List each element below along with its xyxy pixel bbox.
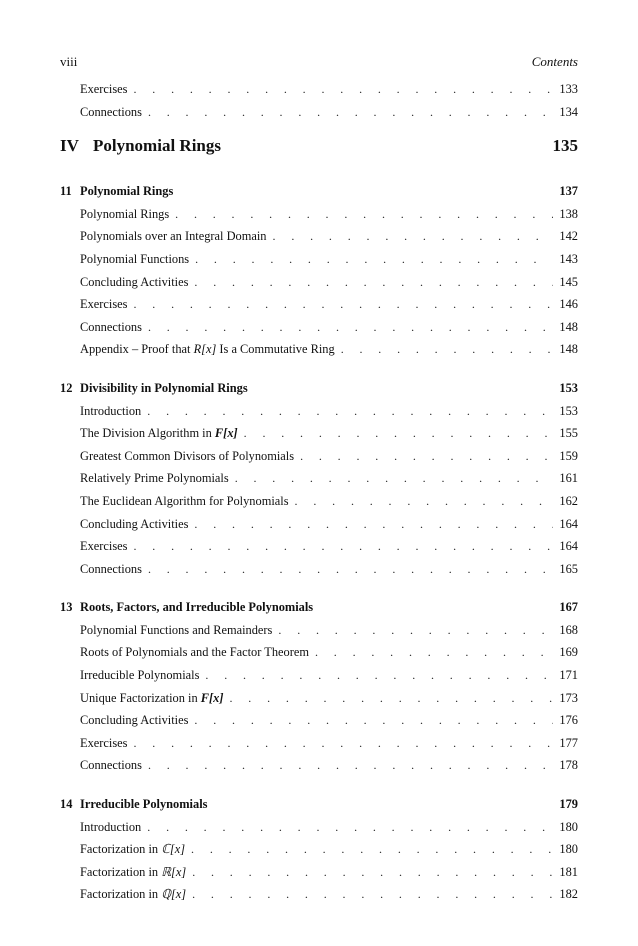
entry-page: 161	[559, 471, 578, 486]
entry-page: 181	[559, 864, 578, 879]
chapter-title: Polynomial Rings	[80, 184, 174, 199]
chapter-heading[interactable]	[60, 180, 578, 203]
chapter-page: 167	[559, 600, 578, 615]
entry-label: Polynomial Functions and Remainders	[80, 622, 273, 637]
toc-entry[interactable]	[60, 883, 578, 906]
entry-label: Connections	[80, 104, 142, 119]
toc-entry[interactable]	[60, 709, 578, 732]
entry-page: 145	[559, 274, 578, 289]
dot-leader	[148, 754, 553, 777]
label-text: Appendix – Proof that	[80, 342, 194, 357]
entry-label	[80, 861, 192, 884]
dot-leader	[341, 338, 554, 361]
toc-entry[interactable]	[60, 754, 578, 777]
dot-leader	[133, 732, 553, 755]
chapter-title: Roots, Factors, and Irreducible Polynomials	[80, 600, 314, 615]
dot-leader	[205, 664, 553, 687]
entry-page: 164	[559, 516, 578, 531]
label-text: Factorization in	[80, 864, 162, 879]
toc-entry[interactable]	[60, 78, 578, 101]
dot-leader	[191, 838, 553, 861]
toc-entry[interactable]	[60, 838, 578, 861]
toc-entry[interactable]	[60, 271, 578, 294]
entry-label: Irreducible Polynomials	[80, 668, 200, 683]
toc-entry[interactable]	[60, 316, 578, 339]
entry-label: Concluding Activities	[80, 274, 189, 289]
toc-entry[interactable]	[60, 400, 578, 423]
entry-page: 146	[559, 297, 578, 312]
toc-entry[interactable]	[60, 293, 578, 316]
dot-leader	[195, 248, 553, 271]
entry-label: The Euclidean Algorithm for Polynomials	[80, 493, 289, 508]
toc-entry[interactable]	[60, 687, 578, 710]
entry-page: 159	[559, 448, 578, 463]
math-expression: F[x]	[200, 690, 224, 705]
dot-leader	[148, 558, 553, 581]
toc-entry[interactable]	[60, 445, 578, 468]
toc-entry[interactable]	[60, 422, 578, 445]
entry-page: 176	[559, 713, 578, 728]
dot-leader	[175, 203, 553, 226]
dot-leader	[148, 101, 553, 124]
entry-page: 162	[559, 493, 578, 508]
dot-leader	[273, 225, 554, 248]
toc-entry[interactable]	[60, 641, 578, 664]
chapter-heading[interactable]	[60, 377, 578, 400]
entry-page: 182	[559, 887, 578, 902]
page-header	[60, 52, 578, 72]
label-text: Factorization in	[80, 842, 162, 857]
dot-leader	[244, 422, 554, 445]
entry-page: 138	[559, 206, 578, 221]
entry-label	[80, 338, 341, 361]
toc-entry[interactable]	[60, 203, 578, 226]
entry-label: Connections	[80, 758, 142, 773]
toc-entry[interactable]	[60, 732, 578, 755]
chapter-heading[interactable]	[60, 793, 578, 816]
dot-leader	[235, 467, 554, 490]
chapter-number: 12	[60, 380, 73, 395]
dot-leader	[194, 513, 553, 536]
entry-page: 168	[559, 622, 578, 637]
dot-leader	[315, 641, 553, 664]
dot-leader	[194, 709, 553, 732]
entry-page: 180	[559, 842, 578, 857]
chapter-page: 179	[559, 797, 578, 812]
dot-leader	[133, 535, 553, 558]
chapter-number: 14	[60, 797, 73, 812]
dot-leader	[133, 78, 553, 101]
entry-label: Concluding Activities	[80, 713, 189, 728]
label-text: Unique Factorization in	[80, 690, 201, 705]
label-text: Is a Commutative Ring	[216, 342, 335, 357]
running-title: Contents	[531, 54, 578, 69]
entry-label: Connections	[80, 319, 142, 334]
part-heading[interactable]	[60, 136, 578, 164]
dot-leader	[300, 445, 553, 468]
toc-entry[interactable]	[60, 490, 578, 513]
entry-page: 142	[559, 229, 578, 244]
entry-label	[80, 883, 192, 906]
part-title: Polynomial Rings	[93, 136, 221, 156]
math-expression: ℚ[x]	[161, 887, 187, 902]
entry-label: Exercises	[80, 735, 128, 750]
entry-label	[80, 838, 191, 861]
entry-label: Exercises	[80, 539, 128, 554]
chapter-page: 137	[559, 184, 578, 199]
toc-entry[interactable]	[60, 558, 578, 581]
entry-page: 171	[559, 668, 578, 683]
table-of-contents	[60, 78, 578, 906]
entry-page: 153	[559, 403, 578, 418]
entry-page: 180	[559, 819, 578, 834]
page-number: viii	[60, 54, 78, 69]
entry-page: 148	[559, 342, 578, 357]
entry-label: Connections	[80, 561, 142, 576]
entry-label: Introduction	[80, 403, 142, 418]
entry-label: Exercises	[80, 82, 128, 96]
toc-entry[interactable]	[60, 861, 578, 884]
entry-page: 148	[559, 319, 578, 334]
toc-entry[interactable]	[60, 513, 578, 536]
dot-leader	[147, 400, 553, 423]
toc-entry[interactable]	[60, 338, 578, 361]
entry-page: 155	[559, 426, 578, 441]
chapter-title: Irreducible Polynomials	[80, 797, 208, 812]
toc-entry[interactable]	[60, 535, 578, 558]
toc-entry[interactable]	[60, 248, 578, 271]
entry-page: 165	[559, 561, 578, 576]
chapter-title: Divisibility in Polynomial Rings	[80, 380, 248, 395]
entry-label: Polynomial Functions	[80, 251, 190, 266]
entry-label: Polynomials over an Integral Domain	[80, 229, 267, 244]
entry-label: Introduction	[80, 819, 142, 834]
entry-label: Polynomial Rings	[80, 206, 170, 221]
math-expression: ℝ[x]	[161, 864, 187, 879]
entry-label	[80, 422, 244, 445]
entry-label: Roots of Polynomials and the Factor Theorem	[80, 645, 309, 660]
entry-label	[80, 687, 230, 710]
entry-page: 173	[559, 690, 578, 705]
dot-leader	[192, 861, 553, 884]
dot-leader	[278, 619, 553, 642]
dot-leader	[133, 293, 553, 316]
chapter-number: 13	[60, 600, 73, 615]
math-expression: ℂ[x]	[161, 842, 186, 857]
dot-leader	[148, 316, 553, 339]
entry-label: Relatively Prime Polynomials	[80, 471, 229, 486]
toc-entry[interactable]	[60, 467, 578, 490]
label-text: The Division Algorithm in	[80, 426, 215, 441]
label-text: Factorization in	[80, 887, 162, 902]
dot-leader	[194, 271, 553, 294]
part-page: 135	[552, 136, 578, 156]
toc-entry[interactable]	[60, 101, 578, 124]
chapter-heading[interactable]	[60, 596, 578, 619]
entry-page: 164	[559, 539, 578, 554]
entry-label: Greatest Common Divisors of Polynomials	[80, 448, 295, 463]
entry-label: Concluding Activities	[80, 516, 189, 531]
toc-entry[interactable]	[60, 225, 578, 248]
dot-leader	[295, 490, 554, 513]
toc-entry[interactable]	[60, 619, 578, 642]
math-expression: R[x]	[193, 342, 217, 357]
entry-page: 134	[559, 104, 578, 119]
part-number: IV	[60, 136, 79, 156]
dot-leader	[147, 816, 553, 839]
entry-page: 177	[559, 735, 578, 750]
dot-leader	[192, 883, 553, 906]
entry-label: Exercises	[80, 297, 128, 312]
toc-entry[interactable]	[60, 816, 578, 839]
toc-entry[interactable]	[60, 664, 578, 687]
chapter-number: 11	[60, 184, 72, 199]
entry-page: 133	[559, 82, 578, 96]
math-expression: F[x]	[214, 426, 238, 441]
entry-page: 178	[559, 758, 578, 773]
chapter-page: 153	[559, 380, 578, 395]
dot-leader	[230, 687, 554, 710]
entry-page: 169	[559, 645, 578, 660]
entry-page: 143	[559, 251, 578, 266]
